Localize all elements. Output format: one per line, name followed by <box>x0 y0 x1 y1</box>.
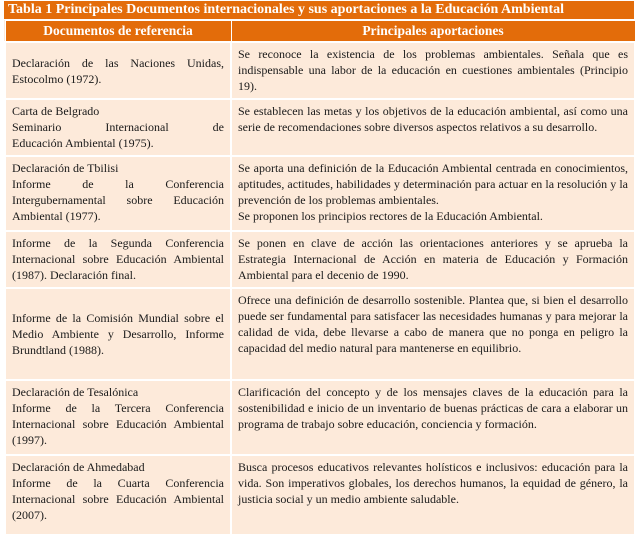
table-row <box>5 455 635 535</box>
table-row <box>5 288 635 380</box>
ref-cell: Carta de Belgrado Seminario Internacional de Educación Ambiental (1975). <box>5 99 231 156</box>
header-documentos: Documentos de referencia <box>5 21 231 43</box>
header-row <box>5 21 635 43</box>
aportacion-cell: Ofrece una definición de desarrollo sostenible. Plantea que, si bien el desarrollo puede ser fundamental para satisfacer las necesidades humanas y para mejorar la calidad de vida, debe llevarse a cabo de manera que no ponga en peligro la capacidad del medio natural para mantenerse en equilibrio. <box>231 288 635 380</box>
aportacion-cell: Se establecen las metas y los objetivos de la educación ambiental, así como una serie de recomendaciones sobre diversos aspectos relativos a su desarrollo. <box>231 99 635 156</box>
table-row <box>5 42 635 99</box>
aportacion-cell: Se aporta una definición de la Educación Ambiental centrada en conocimientos, aptitudes, actitudes, habilidades y determinación para actuar en la resolución y la prevención de los problemas ambientales. Se proponen los principios rectores de la Educación Ambiental. <box>231 156 635 231</box>
ref-cell: Declaración de Tbilisi Informe de la Conferencia Intergubernamental sobre Educación Ambiental (1977). <box>5 156 231 231</box>
documents-table <box>4 20 636 536</box>
table-title: Tabla 1 Principales Documentos internacionales y sus aportaciones a la Educación Ambiental <box>4 1 634 19</box>
table-row <box>5 231 635 288</box>
ref-cell: Informe de la Segunda Conferencia Internacional sobre Educación Ambiental (1987). Declaración final. <box>5 231 231 288</box>
ref-cell: Informe de la Comisión Mundial sobre el Medio Ambiente y Desarrollo, Informe Brundtland (1988). <box>5 288 231 380</box>
aportacion-cell: Se ponen en clave de acción las orientaciones anteriores y se aprueba la Estrategia Internacional de Acción en materia de Educación y Formación Ambiental para el decenio de 1990. <box>231 231 635 288</box>
ref-cell: Declaración de Tesalónica Informe de la Tercera Conferencia Internacional sobre Educación Ambiental (1997). <box>5 380 231 455</box>
aportacion-cell: Clarificación del concepto y de los mensajes claves de la educación para la sostenibilidad e inicio de un inventario de buenas prácticas de cara a elaborar un programa de trabajo sobre educación, conciencia y formación. <box>231 380 635 455</box>
table-row <box>5 156 635 231</box>
ref-cell: Declaración de las Naciones Unidas, Estocolmo (1972). <box>5 42 231 99</box>
header-aportaciones: Principales aportaciones <box>231 21 635 43</box>
aportacion-cell: Se reconoce la existencia de los problemas ambientales. Señala que es indispensable una labor de la educación en cuestiones ambientales (Principio 19). <box>231 42 635 99</box>
table-row <box>5 99 635 156</box>
aportacion-cell: Busca procesos educativos relevantes holísticos e inclusivos: educación para la vida. Son imperativos globales, los derechos humanos, la equidad de género, la justicia social y un medio ambiente saludable. <box>231 455 635 535</box>
ref-cell: Declaración de Ahmedabad Informe de la Cuarta Conferencia Internacional sobre Educación Ambiental (2007). <box>5 455 231 535</box>
table-row <box>5 380 635 455</box>
